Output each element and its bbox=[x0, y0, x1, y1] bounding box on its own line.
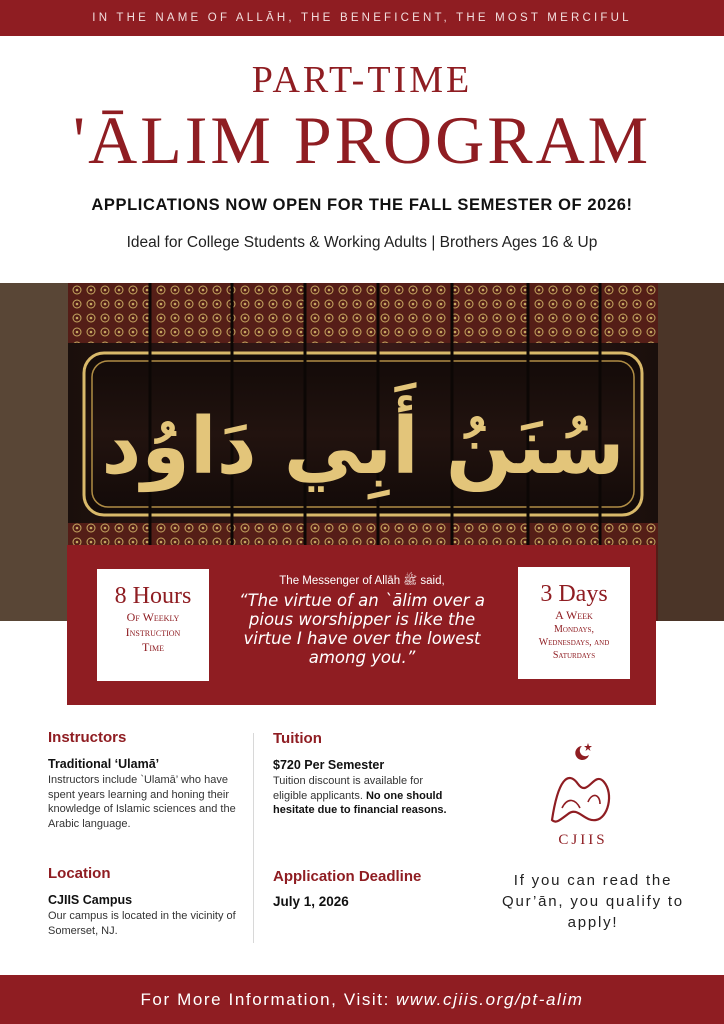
footer-label: For More Information, Visit: bbox=[140, 989, 390, 1009]
column-divider bbox=[253, 733, 254, 943]
top-banner bbox=[0, 0, 724, 36]
footer-url-link[interactable]: www.cjiis.org/pt-alim bbox=[395, 989, 584, 1009]
footer-banner bbox=[0, 975, 724, 1024]
tuition-discount-text: Tuition discount is available for eligible applicants. bbox=[273, 775, 424, 802]
instructors-body: Instructors include `Ulamā’ who have spent years learning and honing their knowledge of Islamic sciences and the Arabic language. bbox=[48, 774, 236, 830]
logo-text: CJIIS bbox=[558, 832, 608, 848]
days-label-3: Wednesdays, and bbox=[538, 637, 610, 648]
instructors-heading: Instructors bbox=[48, 729, 127, 746]
hours-label-2: Instruction bbox=[125, 625, 181, 639]
title-line-1: PART-TIME bbox=[251, 59, 473, 101]
days-label-1: A Week bbox=[555, 608, 593, 622]
hero-calligraphy: سُنَنُ أَبِي دَاوُد bbox=[101, 402, 625, 492]
hadith-intro: The Messenger of Allāh ﷺ said, bbox=[279, 575, 445, 587]
basmala-text: IN THE NAME OF ALLĀH, THE BENEFICENT, THE MOST MERCIFUL bbox=[92, 12, 632, 24]
tuition-heading: Tuition bbox=[273, 730, 322, 747]
highlights-panel bbox=[67, 545, 656, 705]
hours-label-1: Of Weekly bbox=[126, 610, 180, 624]
instructors-subheading: Traditional ‘Ulamā’ bbox=[48, 757, 160, 771]
deadline-heading: Application Deadline bbox=[273, 868, 422, 885]
eligibility-tagline: If you can read the Qur’ān, you qualify to apply! bbox=[502, 872, 684, 931]
hours-value: 8 Hours bbox=[114, 583, 192, 609]
tuition-price: $720 Per Semester bbox=[273, 758, 385, 772]
audience-subline: Ideal for College Students & Working Adults | Brothers Ages 16 & Up bbox=[126, 234, 598, 251]
location-subheading: CJIIS Campus bbox=[48, 893, 133, 907]
days-value: 3 Days bbox=[540, 581, 608, 607]
cjiis-logo bbox=[538, 740, 628, 850]
deadline-date: July 1, 2026 bbox=[273, 894, 349, 909]
hours-label-3: Time bbox=[142, 640, 164, 654]
crescent-star-icon bbox=[538, 740, 628, 850]
applications-headline: APPLICATIONS NOW OPEN FOR THE FALL SEMESTER OF 2026! bbox=[91, 196, 633, 214]
tuition-body bbox=[273, 774, 448, 818]
title-line-2: 'ĀLIM PROGRAM bbox=[72, 102, 652, 178]
location-heading: Location bbox=[48, 865, 111, 882]
days-label-4: Saturdays bbox=[552, 650, 596, 661]
days-label-2: Mondays, bbox=[554, 624, 594, 635]
hadith-quote: “The virtue of an `ālim over a pious worshipper is like the virtue I have over the lowest among you.” bbox=[239, 591, 485, 667]
location-body: Our campus is located in the vicinity of Somerset, NJ. bbox=[48, 910, 236, 937]
hours-stat-card bbox=[97, 569, 209, 681]
days-stat-card bbox=[518, 567, 630, 679]
tuition-hardship-text: No one should hesitate due to financial reasons. bbox=[273, 789, 447, 816]
